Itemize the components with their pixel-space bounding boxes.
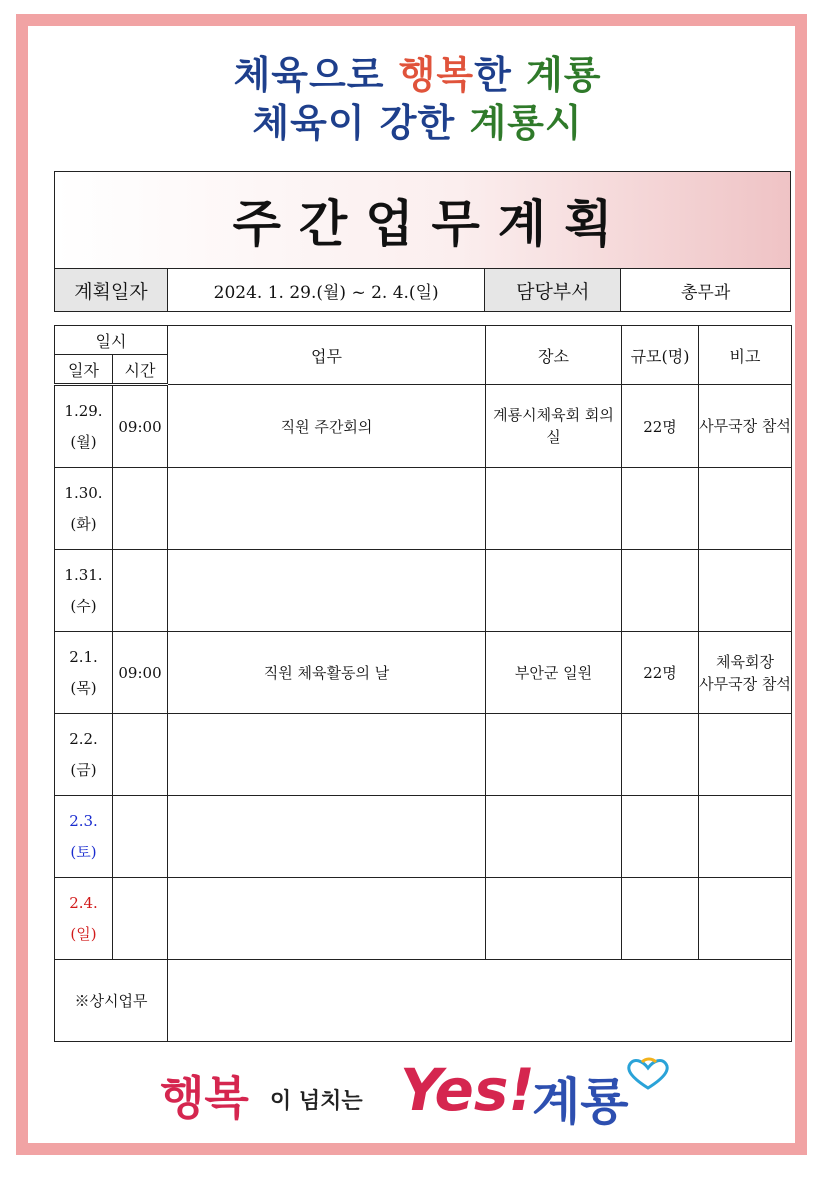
plan-date-value: 2024. 1. 29.(월) ~ 2. 4.(일) — [167, 269, 485, 312]
scale-cell: 22명 — [622, 385, 699, 468]
day-text: (화) — [70, 514, 97, 533]
note-cell — [699, 550, 792, 632]
place-cell: 계룡시체육회 회의실 — [486, 385, 622, 468]
table-row — [55, 468, 792, 550]
header-note: 비고 — [699, 326, 792, 385]
header-time: 시간 — [113, 355, 168, 385]
date-cell-saturday — [55, 796, 113, 878]
date-text: 2.1. — [69, 647, 98, 666]
scale-cell — [622, 796, 699, 878]
dept-value: 총무과 — [621, 269, 791, 312]
date-cell — [55, 385, 113, 468]
header-date: 일자 — [55, 355, 113, 385]
place-cell: 부안군 일원 — [486, 632, 622, 714]
table-row — [55, 878, 792, 960]
table-row — [55, 632, 792, 714]
header-datetime: 일시 — [55, 326, 168, 355]
slogan-word: 이 강한 — [327, 101, 470, 145]
date-text: 2.4. — [69, 893, 98, 912]
date-cell — [55, 632, 113, 714]
title-box — [54, 171, 791, 269]
note-cell — [699, 878, 792, 960]
note-text: 사무국장 참석 — [699, 417, 791, 435]
note-text: 사무국장 참석 — [699, 674, 791, 693]
permanent-task-value — [168, 960, 792, 1042]
day-text: (월) — [70, 432, 97, 451]
header-row — [55, 326, 792, 355]
task-cell — [168, 714, 486, 796]
slogan-line-1 — [0, 44, 835, 99]
scale-cell — [622, 714, 699, 796]
note-text: 체육회장 — [716, 652, 774, 671]
task-cell: 직원 체육활동의 날 — [168, 632, 486, 714]
date-cell — [55, 714, 113, 796]
plan-date-label: 계획일자 — [55, 269, 168, 312]
date-text: 1.30. — [64, 483, 103, 502]
place-cell — [486, 550, 622, 632]
time-cell — [113, 878, 168, 960]
day-text: (수) — [70, 596, 97, 615]
time-cell — [113, 796, 168, 878]
note-cell — [699, 714, 792, 796]
place-cell — [486, 714, 622, 796]
date-text: 2.2. — [69, 729, 98, 748]
time-cell — [113, 468, 168, 550]
day-text: (토) — [70, 842, 97, 861]
scale-cell — [622, 878, 699, 960]
date-text: 1.31. — [64, 565, 103, 584]
schedule-table — [54, 325, 792, 1042]
scale-cell — [622, 550, 699, 632]
slogan-word: 행복 — [398, 53, 475, 97]
bottom-slogan-word: Yes! — [400, 1056, 535, 1124]
scale-cell: 22명 — [622, 632, 699, 714]
heart-icon — [622, 1056, 674, 1092]
time-cell — [113, 550, 168, 632]
page-title: 주간업무계획 — [232, 195, 631, 253]
slogan-line-2 — [0, 92, 835, 147]
task-cell — [168, 878, 486, 960]
header-place: 장소 — [486, 326, 622, 385]
slogan-word: 으로 — [308, 53, 399, 97]
note-cell — [699, 632, 792, 714]
task-cell — [168, 468, 486, 550]
header-scale: 규모(명) — [622, 326, 699, 385]
time-cell — [113, 714, 168, 796]
table-row — [55, 550, 792, 632]
date-text: 1.29. — [64, 401, 103, 420]
permanent-task-label: ※상시업무 — [55, 960, 168, 1042]
info-table — [54, 268, 791, 312]
slogan-word: 계룡 — [526, 53, 602, 97]
day-text: (일) — [70, 924, 97, 943]
slogan-word: 계룡시 — [469, 101, 583, 145]
table-row — [55, 796, 792, 878]
header-task: 업무 — [168, 326, 486, 385]
note-cell — [699, 385, 792, 468]
task-cell — [168, 796, 486, 878]
date-text: 2.3. — [69, 811, 98, 830]
note-cell — [699, 468, 792, 550]
slogan-word: 체육 — [252, 101, 328, 145]
info-row — [55, 269, 791, 312]
place-cell — [486, 878, 622, 960]
bottom-slogan-word: 행복 — [160, 1071, 249, 1125]
date-cell — [55, 468, 113, 550]
scale-cell — [622, 468, 699, 550]
table-row — [55, 714, 792, 796]
slogan-word: 한 — [474, 53, 527, 97]
table-row — [55, 385, 792, 468]
time-cell: 09:00 — [113, 632, 168, 714]
date-cell — [55, 550, 113, 632]
place-cell — [486, 468, 622, 550]
bottom-slogan-word: 계룡 — [532, 1073, 629, 1131]
bottom-slogan-word: 이 넘치는 — [270, 1089, 363, 1114]
day-text: (목) — [70, 678, 97, 697]
task-cell — [168, 550, 486, 632]
time-cell: 09:00 — [113, 385, 168, 468]
day-text: (금) — [70, 760, 97, 779]
date-cell-sunday — [55, 878, 113, 960]
permanent-task-row — [55, 960, 792, 1042]
note-cell — [699, 796, 792, 878]
slogan-word: 체육 — [233, 53, 309, 97]
task-cell: 직원 주간회의 — [168, 385, 486, 468]
bottom-slogan — [160, 1050, 680, 1140]
place-cell — [486, 796, 622, 878]
dept-label: 담당부서 — [485, 269, 621, 312]
